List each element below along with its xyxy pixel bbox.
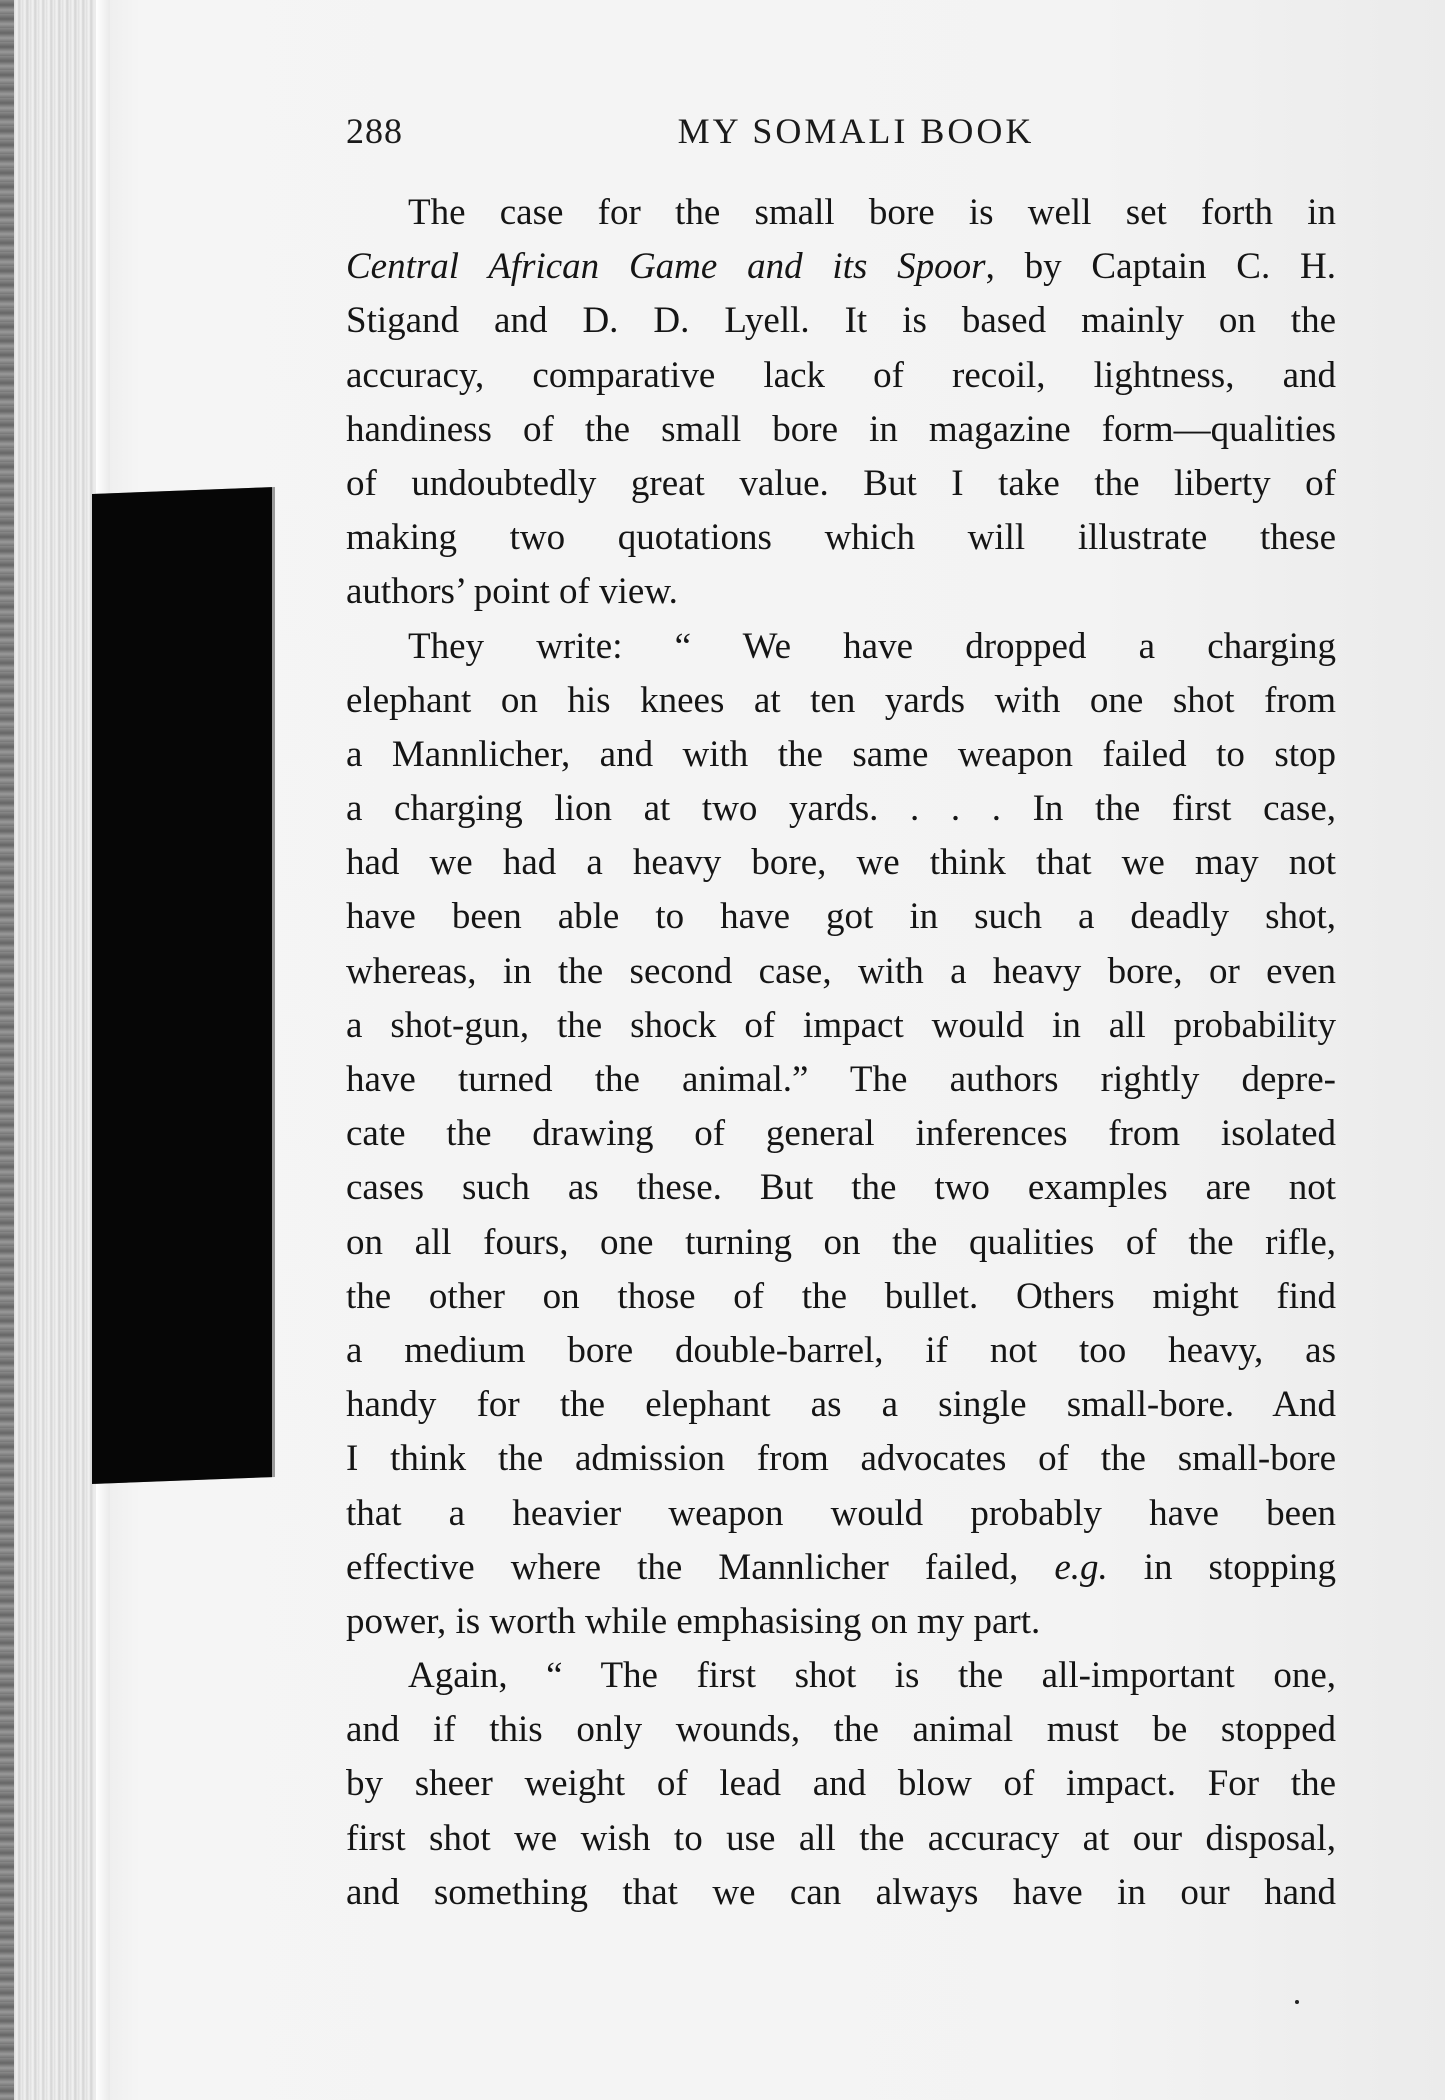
bookmark-ribbon — [92, 487, 272, 1484]
page-number: 288 — [346, 111, 403, 151]
text-line: the other on those of the bullet. Others might find — [346, 1275, 1336, 1317]
text-run: in stopping — [1107, 1546, 1336, 1588]
text-line: have been able to have got in such a deadly shot, — [346, 896, 1336, 938]
text-line: and something that we can always have in our hand — [346, 1871, 1336, 1913]
text-line: on all fours, one turning on the qualities of the rifle, — [346, 1221, 1336, 1263]
text-line: making two quotations which will illustrate these — [346, 517, 1336, 559]
text-line: authors’ point of view. — [346, 571, 678, 613]
text-line: by sheer weight of lead and blow of impact. For the — [346, 1763, 1336, 1805]
text-line: accuracy, comparative lack of recoil, lightness, and — [346, 354, 1336, 396]
text-line: Stigand and D. D. Lyell. It is based mainly on the — [346, 300, 1336, 342]
text-line: Again, “ The first shot is the all-important one, — [408, 1655, 1336, 1697]
text-run: , by Captain C. H. — [985, 246, 1336, 288]
text-line — [346, 240, 1336, 294]
text-line: elephant on his knees at ten yards with one shot from — [346, 679, 1336, 721]
text-line: They write: “ We have dropped a charging — [408, 625, 1336, 667]
text-line: I think the admission from advocates of the small-bore — [346, 1438, 1336, 1480]
text-line: and if this only wounds, the animal must be stopped — [346, 1709, 1336, 1751]
text-line: cate the drawing of general inferences from isolated — [346, 1113, 1336, 1155]
text-line: handiness of the small bore in magazine form—qualities — [346, 408, 1336, 450]
text-line: handy for the elephant as a single small-bore. And — [346, 1384, 1336, 1426]
book-edge — [0, 0, 14, 2100]
page-header — [346, 110, 1336, 160]
print-speck — [1295, 2000, 1299, 2004]
text-line: a medium bore double-barrel, if not too heavy, as — [346, 1329, 1336, 1371]
text-line: The case for the small bore is well set forth in — [408, 192, 1336, 233]
running-title: MY SOMALI BOOK — [677, 111, 1035, 151]
text-line: of undoubtedly great value. But I take the liberty of — [346, 462, 1336, 504]
text-line: first shot we wish to use all the accuracy at our disposal, — [346, 1817, 1336, 1859]
italic-text: e.g. — [1054, 1546, 1108, 1588]
text-line: a shot-gun, the shock of impact would in all probability — [346, 1004, 1336, 1046]
text-line — [346, 1541, 1336, 1595]
text-line: have turned the animal.” The authors rightly depre- — [346, 1059, 1336, 1100]
text-line: cases such as these. But the two examples are not — [346, 1167, 1336, 1209]
text-run: effective where the Mannlicher failed, — [346, 1546, 1055, 1588]
text-line: whereas, in the second case, with a heavy bore, or even — [346, 950, 1336, 992]
text-line: that a heavier weapon would probably have been — [346, 1492, 1336, 1534]
page-edges — [14, 0, 94, 2100]
text-line: a Mannlicher, and with the same weapon failed to stop — [346, 733, 1336, 775]
text-line: had we had a heavy bore, we think that we may not — [346, 842, 1336, 884]
text-line: a charging lion at two yards. . . . In the first case, — [346, 788, 1336, 830]
body-text — [346, 186, 1336, 1920]
italic-text: Central African Game and its Spoor — [346, 246, 986, 288]
text-line: power, is worth while emphasising on my part. — [346, 1600, 1041, 1642]
